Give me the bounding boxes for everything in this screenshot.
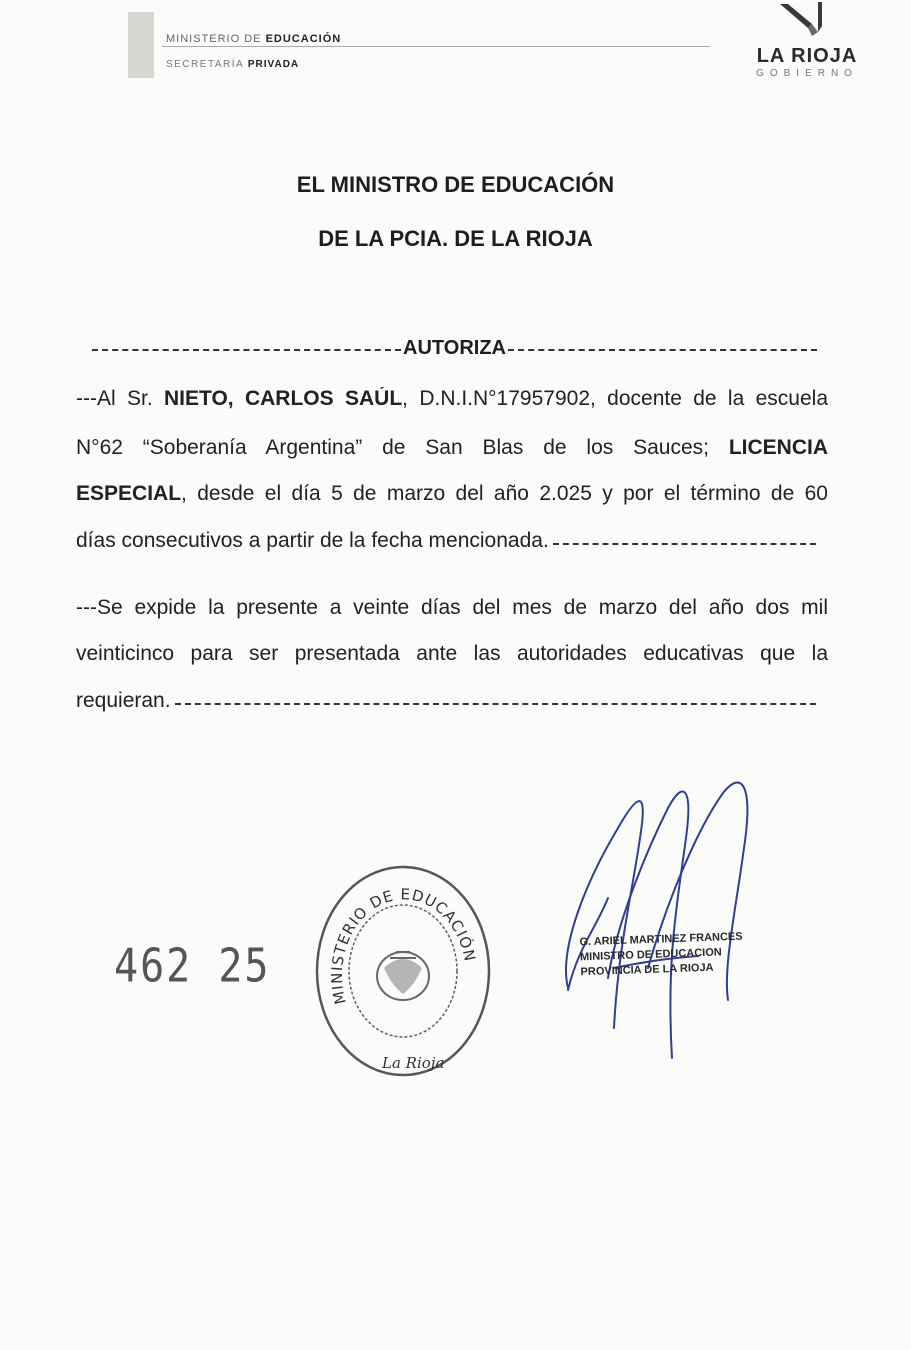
logo-name: LA RIOJA — [756, 45, 858, 67]
header-secretary — [166, 59, 299, 70]
p1-dates-text: , desde el día 5 de marzo del año 2.025 y por el término de 60 — [181, 482, 828, 505]
signatory-stamp — [579, 929, 770, 981]
header-secretary-prefix: SECRETARÍA — [166, 59, 244, 70]
seal-bottom-text: La Rioja — [382, 1054, 445, 1072]
official-seal-stamp — [310, 858, 496, 1084]
handwritten-signature — [548, 768, 778, 1068]
signatory-province: PROVINCIA DE LA RIOJA — [580, 961, 714, 979]
paragraph1-line2 — [76, 436, 828, 462]
paragraph1-line4 — [76, 528, 816, 554]
paragraph1-line1 — [76, 387, 828, 413]
header-ministry — [166, 33, 341, 45]
dash-rule-left — [92, 349, 401, 351]
header-divider — [162, 46, 710, 47]
license-word: LICENCIA — [728, 436, 828, 459]
dash-rule-right — [508, 349, 817, 351]
dash-fill — [553, 543, 816, 545]
p2-text-3: requieran. — [76, 689, 171, 712]
la-rioja-logo-icon — [778, 2, 828, 42]
dash-fill — [175, 703, 816, 705]
person-name: NIETO, CARLOS SAÚL — [164, 387, 403, 410]
special-word: ESPECIAL — [76, 482, 182, 505]
header-ministry-name: EDUCACIÓN — [265, 33, 342, 45]
document-title-line1: EL MINISTRO DE EDUCACIÓN — [296, 172, 615, 197]
autoriza-word: AUTORIZA — [403, 336, 506, 359]
seal-ring-text: MINISTERIO DE EDUCACIÓN — [327, 885, 480, 1007]
header-secretary-name: PRIVADA — [247, 59, 300, 70]
paragraph2-line1 — [76, 596, 828, 622]
signatory-name: G. ARIEL MARTINEZ FRANCES — [579, 930, 743, 949]
p2-text-1: ---Se expide la presente a veinte días del mes de marzo del año dos mil — [76, 596, 828, 619]
signatory-title: MINISTRO DE EDUCACION — [579, 946, 722, 964]
p1-school-text: N°62 “Soberanía Argentina” de San Blas de los Sauces; — [76, 436, 709, 459]
header-ministry-prefix: MINISTERIO DE — [166, 33, 262, 45]
paragraph2-line3 — [76, 688, 816, 714]
paragraph2-line2 — [76, 642, 828, 668]
p1-closing-text: días consecutivos a partir de la fecha mencionada. — [76, 529, 549, 552]
document-number: 462 25 — [114, 940, 271, 993]
logo-subtitle: GOBIERNO — [756, 68, 858, 79]
document-title-line2: DE LA PCIA. DE LA RIOJA — [318, 226, 593, 251]
p1-intro: ---Al Sr. — [76, 387, 153, 410]
header-side-bar — [128, 12, 154, 78]
p1-dni-text: , D.N.I.N°17957902, docente de la escuela — [402, 387, 828, 410]
paragraph1-line3 — [76, 482, 828, 508]
p2-text-2: veinticinco para ser presentada ante las autoridades educativas que la — [76, 642, 828, 665]
autoriza-heading — [92, 335, 817, 361]
